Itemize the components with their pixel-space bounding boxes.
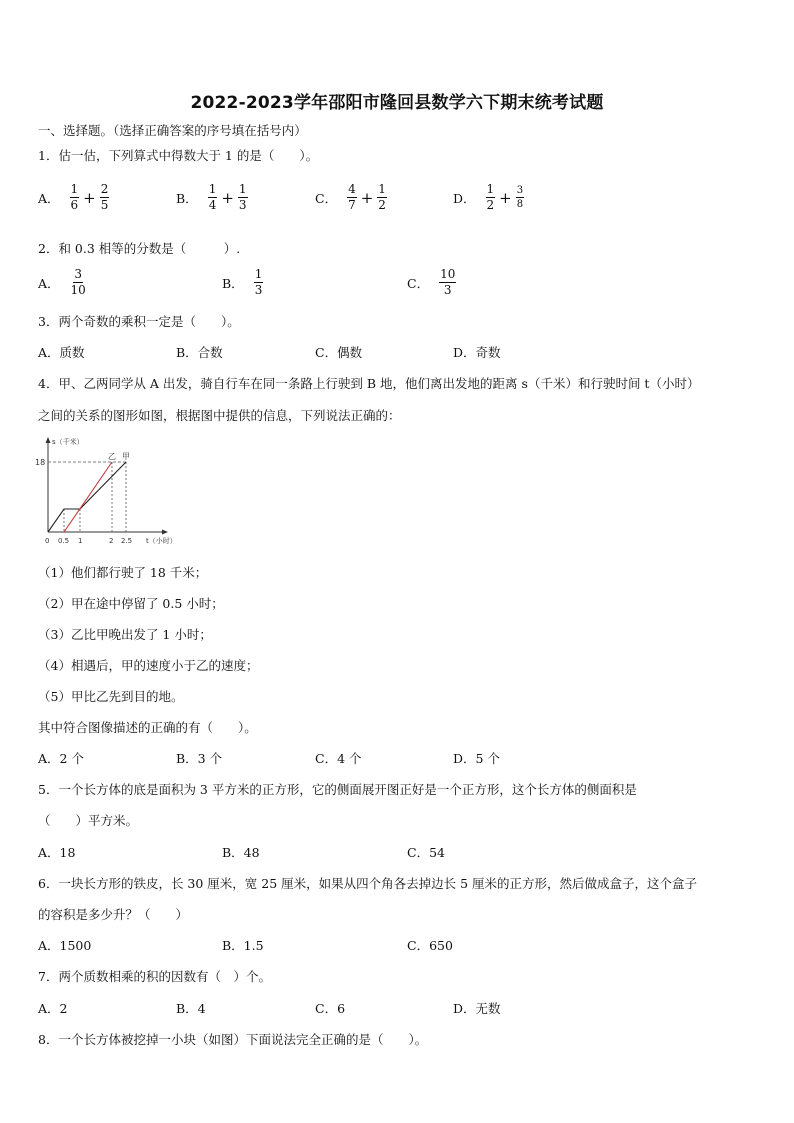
question-4-statement-4: （4）相遇后，甲的速度小于乙的速度； [38, 658, 259, 673]
question-2-stem: 2．和 0.3 相等的分数是（ ）. [38, 241, 241, 256]
fraction-numerator: 2 [100, 182, 109, 196]
question-4-statement-3: （3）乙比甲晚出发了 1 小时； [38, 627, 212, 642]
y-tick-18: 18 [35, 458, 46, 467]
option-label: B． [222, 275, 244, 291]
plus-sign: + [83, 188, 96, 207]
question-7-option-d: D．无数 [453, 1001, 501, 1016]
fraction-denominator: 8 [516, 199, 524, 210]
series-jia-line [48, 462, 126, 532]
plus-sign: + [499, 188, 512, 207]
option-label: C． [315, 190, 338, 206]
question-3-option-d: D．奇数 [453, 345, 501, 360]
question-5-option-b: B．48 [222, 845, 260, 860]
question-3-option-b: B．合数 [176, 345, 223, 360]
question-4-statement-1: （1）他们都行驶了 18 千米； [38, 565, 208, 580]
x-axis-arrow-icon [162, 530, 168, 535]
fraction-numerator: 10 [440, 267, 456, 281]
question-1-option-a [38, 183, 111, 212]
series-jia-label: 甲 [122, 452, 130, 461]
question-8-stem: 8．一个长方体被挖掉一小块（如图）下面说法完全正确的是（ ）。 [38, 1032, 428, 1047]
question-6-option-a: A．1500 [38, 938, 92, 953]
x-tick-1: 1 [78, 537, 83, 545]
question-7-stem: 7．两个质数相乘的积的因数有（ ）个。 [38, 969, 271, 984]
fraction [238, 183, 248, 212]
fraction [347, 183, 357, 212]
question-4-option-c: C．4 个 [315, 751, 362, 766]
question-1-stem: 1．估一估，下列算式中得数大于 1 的是（ ）。 [38, 148, 319, 163]
option-label: A． [38, 190, 60, 206]
question-2-option-b [222, 268, 265, 297]
fraction-numerator: 3 [516, 185, 524, 196]
fraction-denominator: 5 [100, 198, 109, 212]
question-4-conclusion: 其中符合图像描述的正确的有（ ）。 [38, 720, 257, 735]
question-5-option-c: C．54 [407, 845, 445, 860]
fraction [70, 183, 80, 212]
fraction-denominator: 2 [486, 198, 495, 212]
fraction-denominator: 3 [443, 283, 452, 297]
question-4-stem-line1: 4．甲、乙两同学从 A 出发，骑自行车在同一条路上行驶到 B 地，他们离出发地的距离 s（千米）和行驶时间 t（小时） [38, 376, 700, 391]
fraction [377, 183, 387, 212]
x-tick-05: 0.5 [58, 537, 70, 545]
fraction-denominator: 10 [70, 283, 86, 297]
question-1-option-b [176, 183, 250, 212]
series-yi-label: 乙 [108, 452, 116, 461]
fraction [70, 268, 87, 297]
fraction-numerator: 1 [238, 182, 247, 196]
distance-time-graph [34, 434, 194, 549]
question-4-statement-2: （2）甲在途中停留了 0.5 小时； [38, 596, 224, 611]
fraction-denominator: 4 [208, 198, 217, 212]
fraction-numerator: 4 [348, 182, 356, 196]
question-6-stem-line1: 6．一块长方形的铁皮，长 30 厘米，宽 25 厘米，如果从四个角各去掉边长 5 厘米的正方形，然后做成盒子，这个盒子 [38, 876, 698, 891]
question-3-option-a: A．质数 [38, 345, 85, 360]
fraction-numerator: 3 [74, 267, 82, 281]
question-5-option-a: A．18 [38, 845, 76, 860]
question-4-option-a: A．2 个 [38, 751, 84, 766]
fraction-numerator: 1 [254, 267, 263, 281]
option-label: C． [407, 275, 430, 291]
question-7-option-c: C．6 [315, 1001, 346, 1016]
fraction-numerator: 1 [70, 182, 79, 196]
x-axis-label: t（小时） [146, 537, 177, 545]
question-1-option-c [315, 183, 389, 212]
fraction-numerator: 1 [208, 182, 217, 196]
plus-sign: + [360, 188, 374, 207]
question-4-option-d: D．5 个 [453, 751, 500, 766]
fraction-numerator: 1 [378, 182, 386, 196]
fraction [100, 183, 110, 212]
fraction [208, 183, 218, 212]
question-3-option-c: C．偶数 [315, 345, 363, 360]
y-axis-label: s（千米） [52, 438, 84, 446]
fraction-denominator: 2 [378, 198, 386, 212]
question-3-stem: 3．两个奇数的乘积一定是（ ）。 [38, 314, 240, 329]
fraction-denominator: 3 [238, 198, 247, 212]
option-label: B． [176, 190, 198, 206]
question-7-option-a: A．2 [38, 1001, 68, 1016]
x-tick-25: 2.5 [121, 537, 133, 545]
y-axis-arrow-icon [46, 437, 51, 443]
fraction [439, 268, 456, 297]
fraction-numerator: 1 [486, 182, 495, 196]
question-6-option-c: C．650 [407, 938, 453, 953]
fraction [516, 185, 524, 210]
fraction-denominator: 6 [70, 198, 79, 212]
page-title: 2022-2023学年邵阳市隆回县数学六下期末统考试题 [190, 93, 604, 113]
question-5-stem-line2: （ ）平方米。 [38, 813, 139, 828]
fraction [486, 183, 496, 212]
origin-label: 0 [45, 537, 50, 545]
fraction [254, 268, 264, 297]
question-4-statement-5: （5）甲比乙先到目的地。 [38, 689, 184, 704]
question-4-option-b: B．3 个 [176, 751, 223, 766]
question-7-option-b: B．4 [176, 1001, 206, 1016]
series-yi-line [64, 462, 112, 532]
plus-sign: + [221, 188, 234, 207]
x-tick-2: 2 [109, 537, 114, 545]
option-label: A． [38, 275, 60, 291]
option-label: D． [453, 190, 476, 206]
question-1-option-d [453, 183, 526, 212]
question-5-stem-line1: 5．一个长方体的底是面积为 3 平方米的正方形，它的侧面展开图正好是一个正方形，这个长方体的侧面积是 [38, 782, 637, 797]
question-2-option-a [38, 268, 89, 297]
question-2-option-c [407, 268, 458, 297]
question-6-stem-line2: 的容积是多少升？（ ） [38, 907, 189, 922]
fraction-denominator: 3 [254, 283, 263, 297]
question-6-option-b: B．1.5 [222, 938, 264, 953]
section-heading: 一、选择题。（选择正确答案的序号填在括号内） [38, 123, 307, 138]
fraction-denominator: 7 [348, 198, 356, 212]
question-4-stem-line2: 之间的关系的图形如图，根据图中提供的信息，下列说法正确的： [38, 408, 401, 423]
